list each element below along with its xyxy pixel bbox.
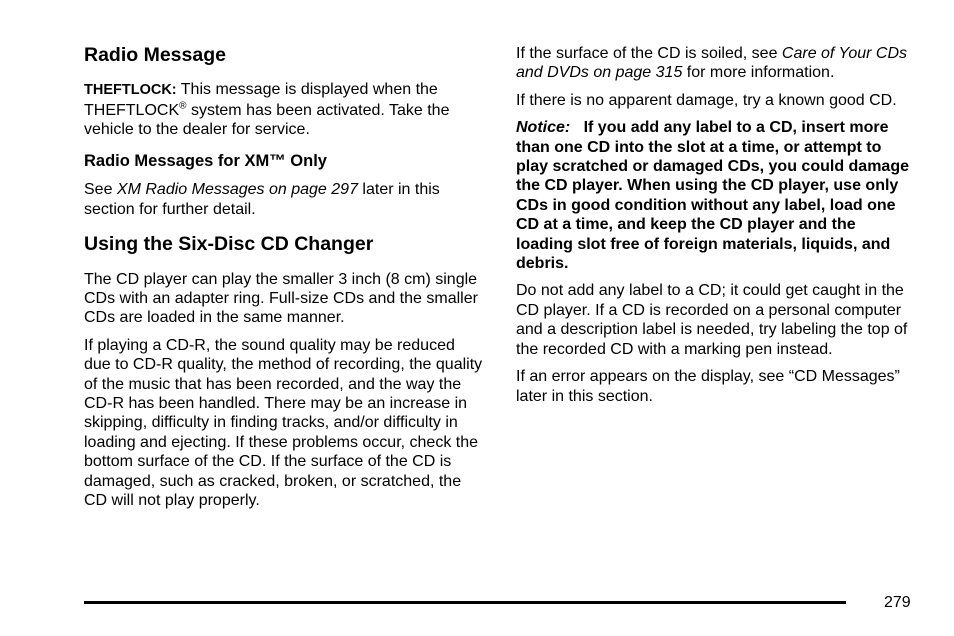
left-column: [84, 44, 484, 518]
care-reference: Care of Your CDs and DVDs on page 315: [516, 45, 907, 82]
error-paragraph: If an error appears on the display, see “CD Messages” later in this section.: [516, 368, 900, 405]
theftlock-text-a: This message is displayed when the THEFTLOCK: [84, 81, 438, 119]
xm-see: See: [84, 181, 117, 199]
xm-rest: later in this section for further detail.: [84, 181, 440, 218]
changer-paragraph-1: The CD player can play the smaller 3 inch (8 cm) single CDs with an adapter ring. Full-size CDs and the smaller CDs are loaded in the same manner.: [84, 270, 478, 327]
xm-paragraph: [84, 180, 484, 219]
soiled-text-b: for more information.: [682, 64, 835, 82]
heading-radio-message: Radio Message: [84, 44, 226, 66]
theftlock-text-b: system has been activated. Take the vehicle to the dealer for service.: [84, 101, 450, 139]
notice-text: If you add any label to a CD, insert more than one CD into the slot at a time, or attempt to play scratched or damaged CDs, you could damage the CD player. When using the CD player, use only CDs in good condition without any label, load one CD at a time, and keep the CD player and the loading slot free of foreign materials, liquids, and debris.: [516, 119, 909, 273]
page-number: 279: [884, 594, 911, 611]
footer-rule: [84, 601, 846, 604]
xm-reference: XM Radio Messages on page 297: [116, 181, 358, 199]
registered-mark: ®: [179, 100, 187, 112]
notice-paragraph: [516, 118, 914, 273]
right-column: [516, 44, 914, 414]
theftlock-paragraph: [84, 80, 484, 139]
soiled-paragraph: [516, 44, 914, 83]
heading-six-disc-changer: Using the Six-Disc CD Changer: [84, 233, 374, 256]
no-damage-paragraph: If there is no apparent damage, try a known good CD.: [516, 91, 897, 109]
theftlock-label: THEFTLOCK:: [84, 82, 177, 99]
changer-paragraph-2: If playing a CD-R, the sound quality may be reduced due to CD-R quality, the method of recording, the quality of the music that has been recorded, and the way the CD-R has been handled. There may be an increase in skipping, difficulty in finding tracks, and/or difficulty in loading and ejecting. If these problems occur, check the bottom surface of the CD. If the surface of the CD is damaged, such as cracked, broken, or scratched, the CD will not play properly.: [84, 336, 483, 510]
notice-label: Notice:: [516, 119, 571, 137]
heading-xm-messages: Radio Messages for XM™ Only: [84, 151, 327, 170]
soiled-text-a: If the surface of the CD is soiled, see: [516, 45, 782, 62]
label-paragraph: Do not add any label to a CD; it could get caught in the CD player. If a CD is recorded on a personal computer and a description label is needed, try labeling the top of the recorded CD with a marking pen instead.: [516, 282, 908, 358]
